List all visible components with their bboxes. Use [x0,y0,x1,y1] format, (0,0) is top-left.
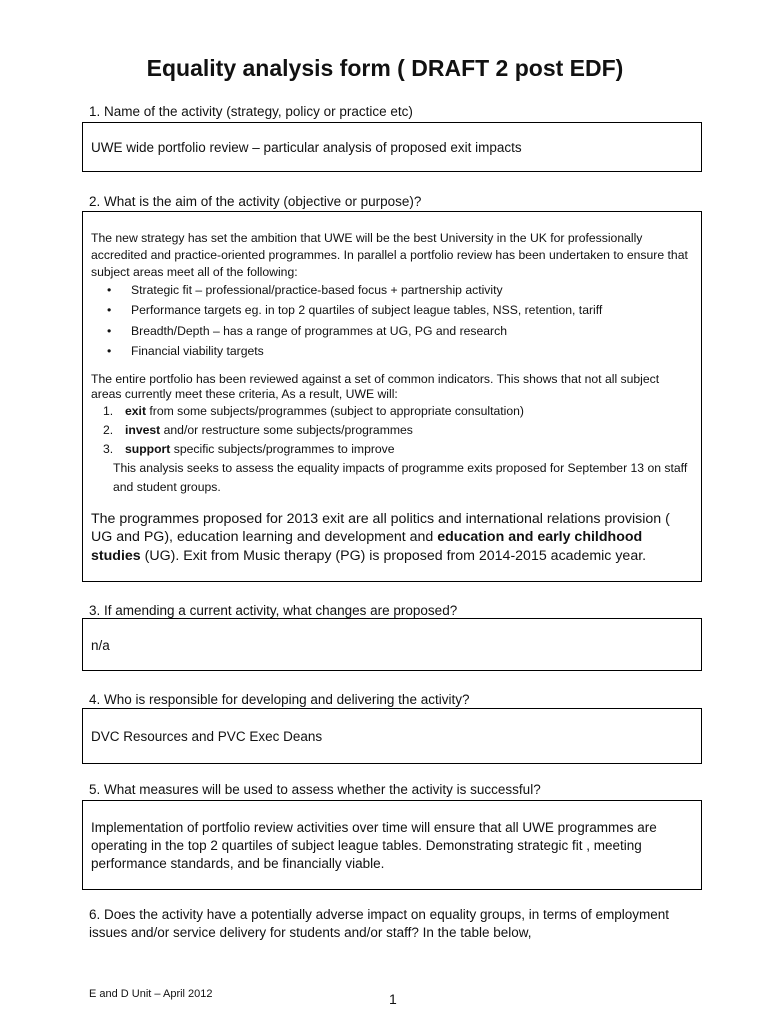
action-item: 3. support specific subjects/programmes to improve [103,442,395,456]
page-number: 1 [389,991,397,1007]
analysis-text: This analysis seeks to assess the equality impacts of programme exits proposed for September 13 on staff and student groups. [113,461,688,494]
question-1: 1. Name of the activity (strategy, policy or practice etc) [89,104,413,119]
bullet-icon: • [107,344,112,359]
criteria-list [107,280,602,362]
answer-box-5 [82,800,702,890]
criteria-item: • Breadth/Depth – has a range of programmes at UG, PG and research [107,321,602,341]
question-4: 4. Who is responsible for developing and delivering the activity? [89,692,470,707]
criteria-item: • Financial viability targets [107,341,602,361]
answer-1: UWE wide portfolio review – particular analysis of proposed exit impacts [91,140,522,155]
question-5: 5. What measures will be used to assess whether the activity is successful? [89,782,541,797]
answer-box-3 [82,618,702,671]
page-title: Equality analysis form ( DRAFT 2 post EDF) [146,55,624,81]
answer-box-1 [82,122,702,172]
criteria-item: • Performance targets eg. in top 2 quartiles of subject league tables, NSS, retention, tariff [107,300,602,320]
review-text: The entire portfolio has been reviewed against a set of common indicators. This shows that not all subject areas currently meet these criteria, As a result, UWE will: [91,372,660,401]
answer-4: DVC Resources and PVC Exec Deans [91,729,323,744]
answer-3: n/a [91,638,110,653]
question-3: 3. If amending a current activity, what changes are proposed? [89,603,458,618]
action-item: 2. invest and/or restructure some subjects/programmes [103,423,413,437]
answer-box-4 [82,708,702,764]
bullet-icon: • [107,283,112,297]
question-6: 6. Does the activity have a potentially adverse impact on equality groups, in terms of employment issues and/or service delivery for students and/or staff? In the table below, [89,907,670,940]
bullet-icon: • [107,323,112,338]
action-list [103,402,524,459]
footer-unit-date: E and D Unit – April 2012 [89,988,213,1000]
answer-5: Implementation of portfolio review activities over time will ensure that all UWE programmes are operating in the top 2 quartiles of subject league tables. Demonstrating strategic fit , meeting performance standards, and be financially viable. [91,820,657,871]
answer-box-2 [82,211,702,582]
bullet-icon: • [107,303,112,318]
criteria-item: • Strategic fit – professional/practice-based focus + partnership activity [107,280,602,300]
aim-intro: The new strategy has set the ambition that UWE will be the best University in the UK for professionally accredited and practice-oriented programmes. In parallel a portfolio review has been undertaken to ensure that subject areas meet all of the following: [91,231,688,279]
action-item: 1. exit from some subjects/programmes (subject to appropriate consultation) [103,404,524,418]
programmes-text: The programmes proposed for 2013 exit are all politics and international relations provision ( UG and PG), education learning and development and education and early childhood studies (UG). Exit from Music therapy (PG) is proposed from 2014-2015 academic year. [91,511,670,564]
question-2: 2. What is the aim of the activity (objective or purpose)? [89,194,422,209]
